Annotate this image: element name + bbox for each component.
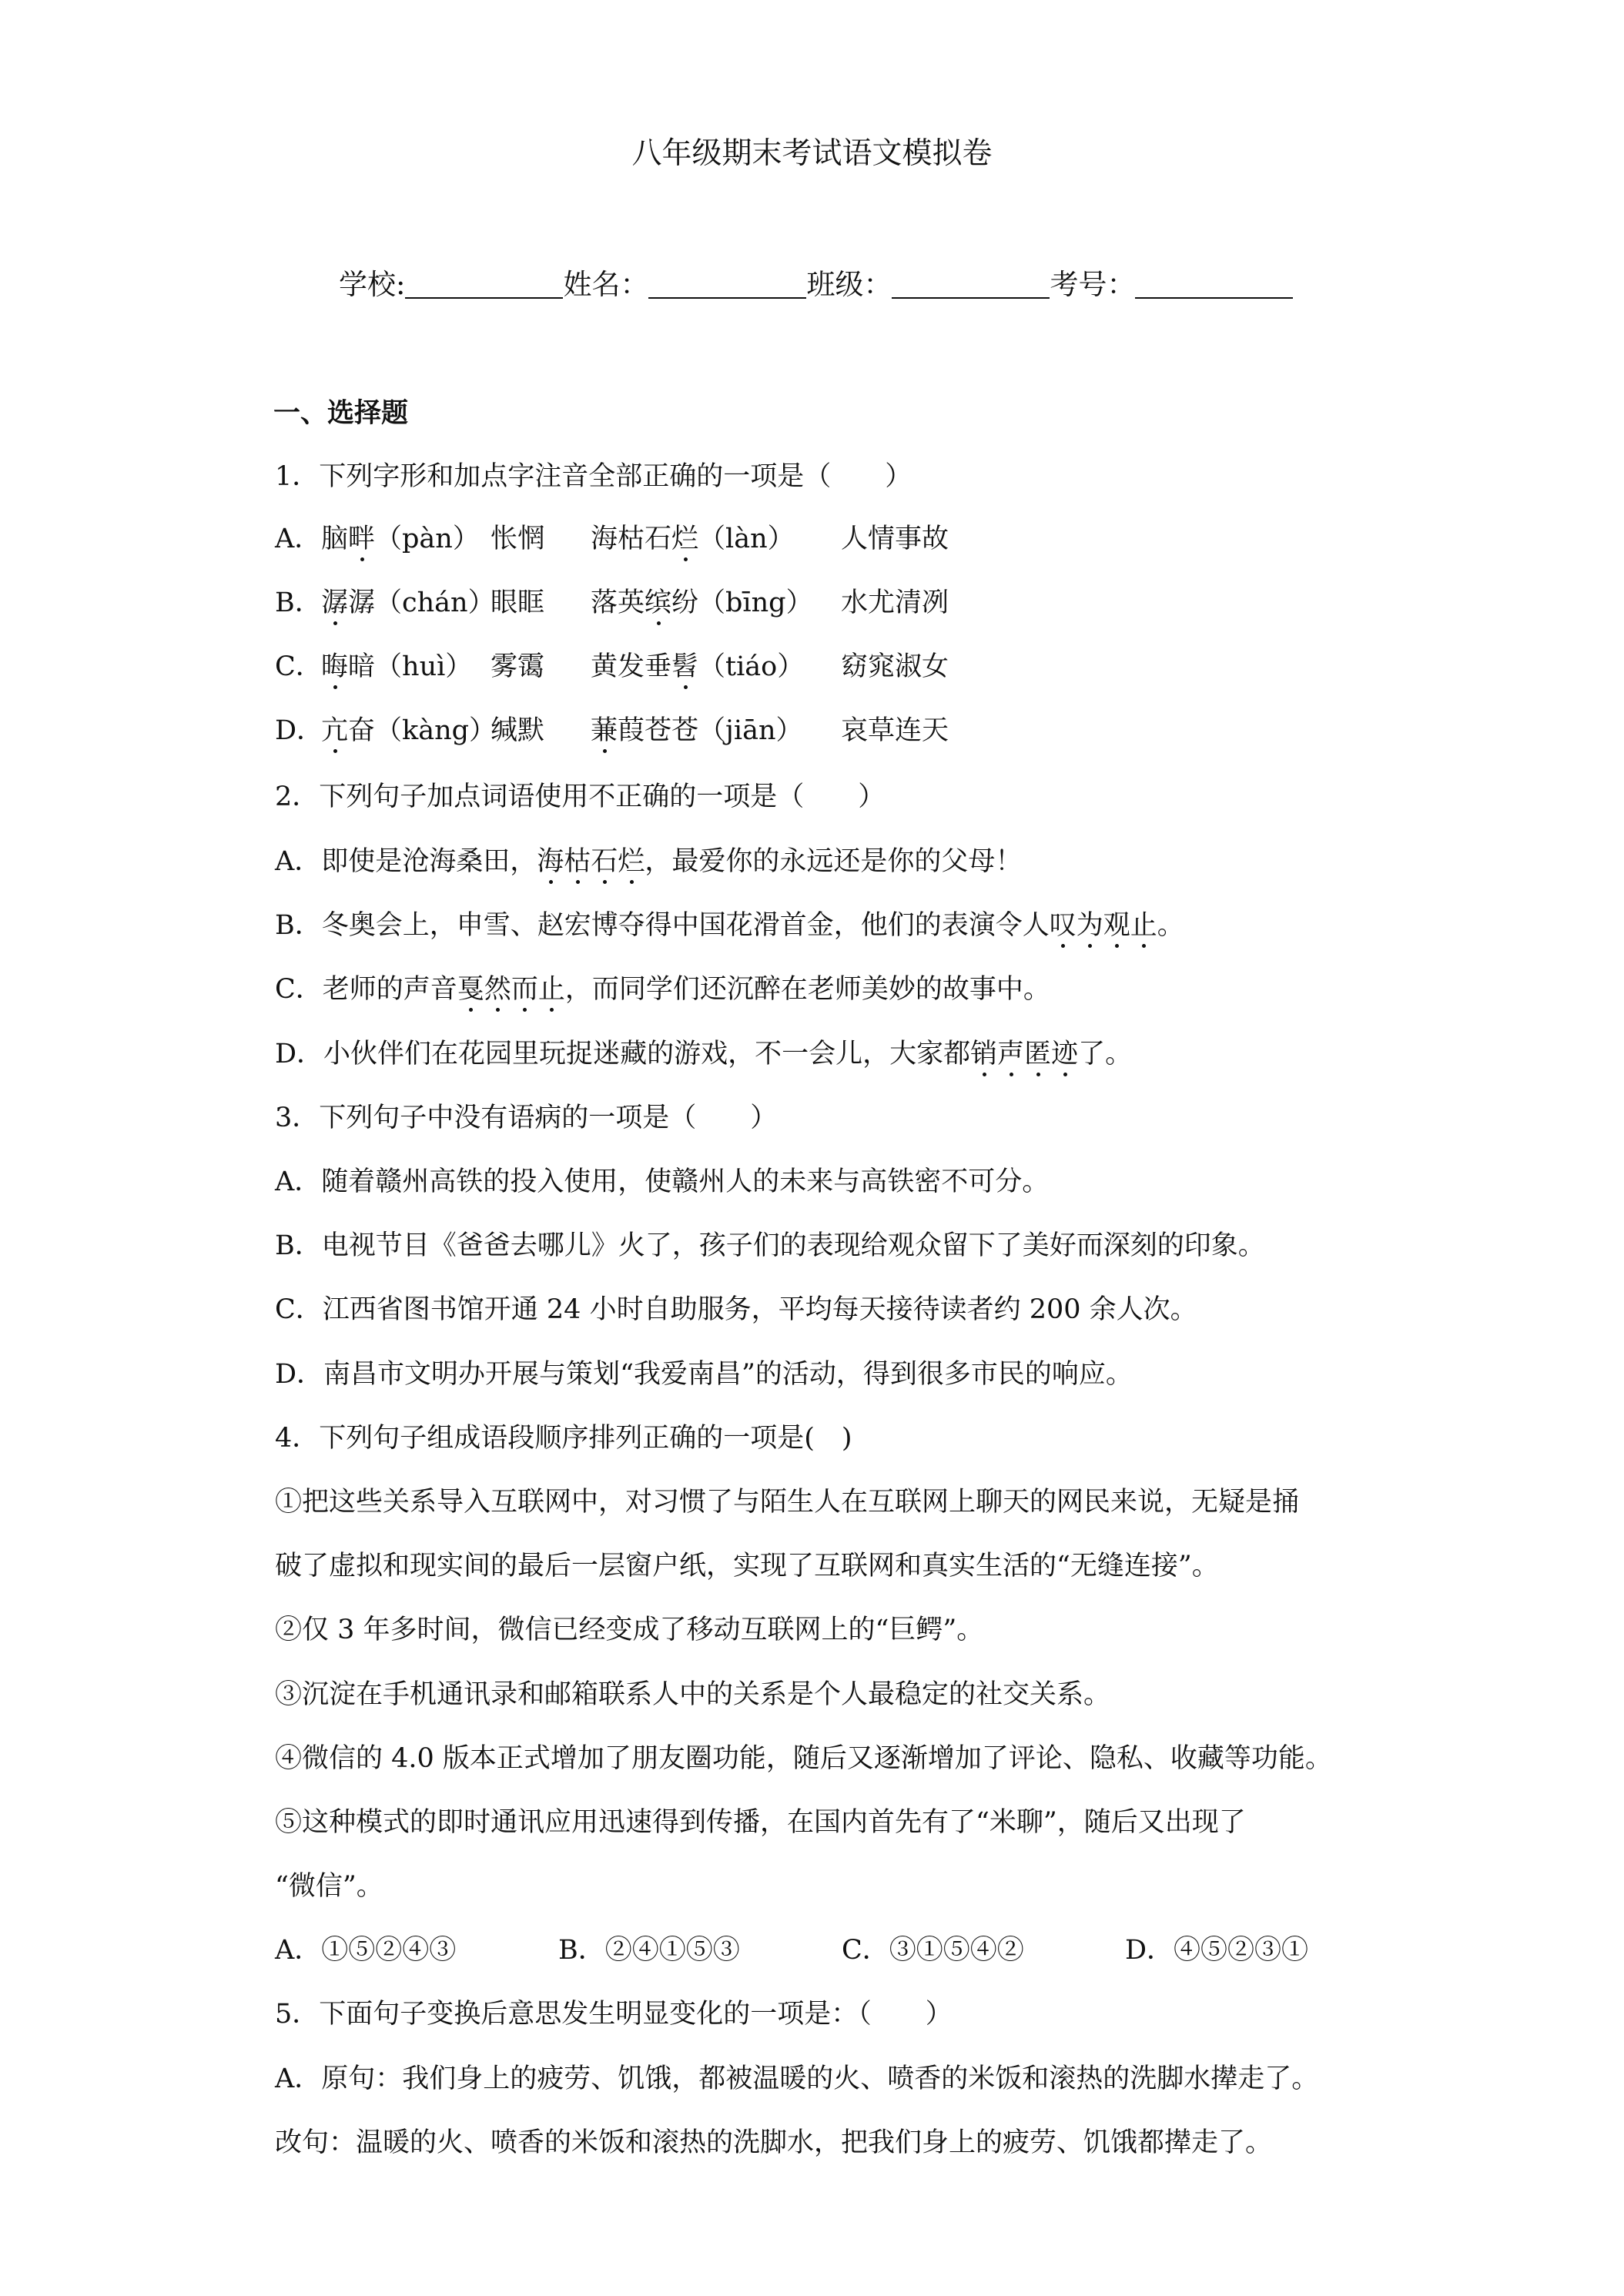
class-label: 班级： — [806, 268, 892, 301]
emphasis-char: 戛 — [457, 974, 484, 1005]
emphasis-phrase — [1050, 910, 1157, 941]
emphasis-char: 髫 — [671, 651, 699, 682]
q4-options-row — [275, 1933, 1308, 1967]
q2-option-a: A．即使是沧海桑田，海枯石烂，最爱你的永远还是你的父母！ — [275, 846, 1023, 877]
q4-sentence-4: ④微信的 4.0 版本正式增加了朋友圈功能，随后又逐渐增加了评论、隐私、收藏等功能。 — [275, 1743, 1332, 1774]
student-info-row — [339, 268, 1293, 302]
q5-option-a-original: A．原句：我们身上的疲劳、饥饿，都被温暖的火、喷香的米饭和滚热的洗脚水撵走了。 — [275, 2063, 1319, 2094]
school-label: 学校: — [339, 268, 406, 301]
q2-option-c: C．老师的声音戛然而止，而同学们还沉醉在老师美妙的故事中。 — [275, 974, 1050, 1005]
q2-option-d: D．小伙伴们在花园里玩捉迷藏的游戏，不一会儿，大家都销声匿迹了。 — [275, 1039, 1133, 1069]
emphasis-char: 烂 — [671, 524, 699, 554]
q4-sentence-3: ③沉淀在手机通讯录和邮箱联系人中的关系是个人最稳定的社交关系。 — [275, 1679, 1111, 1710]
q3-option-c: C．江西省图书馆开通 24 小时自助服务，平均每天接待读者约 200 余人次。 — [275, 1294, 1197, 1325]
q4-sentence-2: ②仅 3 年多时间，微信已经变成了移动互联网上的“巨鳄”。 — [275, 1615, 984, 1645]
emphasis-phrase-text — [537, 846, 645, 877]
emphasis-char: 然 — [484, 974, 511, 1005]
emphasis-char: 畔 — [348, 524, 376, 554]
emphasis-char: 蒹 — [591, 715, 618, 746]
emphasis-char: 止 — [537, 974, 565, 1005]
question-2-stem: 2．下列句子加点词语使用不正确的一项是（ ） — [275, 782, 886, 812]
q3-option-a: A．随着赣州高铁的投入使用，使赣州人的未来与高铁密不可分。 — [275, 1166, 1050, 1197]
q4-sentence-1: ①把这些关系导入互联网中，对习惯了与陌生人在互联网上聊天的网民来说，无疑是捅 — [275, 1487, 1300, 1518]
q4-option-b: B．②④①⑤③ — [558, 1935, 740, 1966]
question-5-stem: 5．下面句子变换后意思发生明显变化的一项是：（ ） — [275, 1999, 953, 2030]
emphasis-phrase — [537, 846, 645, 877]
q4-sentence-5-cont: “微信”。 — [275, 1871, 383, 1902]
q5-option-a-revised: 改句：温暖的火、喷香的米饭和滚热的洗脚水，把我们身上的疲劳、饥饿都撵走了。 — [275, 2127, 1273, 2158]
emphasis-phrase — [457, 974, 565, 1005]
question-3-stem: 3．下列句子中没有语病的一项是（ ） — [275, 1103, 778, 1133]
emphasis-phrase — [970, 1039, 1078, 1069]
q3-option-d: D．南昌市文明办开展与策划“我爱南昌”的活动，得到很多市民的响应。 — [275, 1359, 1133, 1390]
question-4-stem: 4．下列句子组成语段顺序排列正确的一项是( ) — [275, 1423, 852, 1454]
q4-option-a: A．①⑤②④③ — [275, 1935, 457, 1966]
emphasis-char: 晦 — [321, 651, 349, 682]
q4-sentence-1-cont: 破了虚拟和现实间的最后一层窗户纸，实现了互联网和真实生活的“无缝连接”。 — [275, 1551, 1219, 1581]
section-title: 一、选择题 — [273, 397, 409, 429]
emphasis-char: 匿 — [1024, 1039, 1052, 1069]
exam-number-blank[interactable] — [1135, 271, 1293, 299]
q4-option-d: D．④⑤②③① — [1125, 1935, 1309, 1966]
emphasis-char: 迹 — [1051, 1039, 1079, 1069]
q4-sentence-5: ⑤这种模式的即时通讯应用迅速得到传播，在国内首先有了“米聊”，随后又出现了 — [275, 1807, 1246, 1838]
name-blank[interactable] — [648, 271, 806, 299]
emphasis-char: 销 — [970, 1039, 998, 1069]
q4-option-c: C．③①⑤④② — [842, 1935, 1024, 1966]
class-blank[interactable] — [892, 271, 1050, 299]
q1-option-c: C．晦暗（huì） 雾霭 黄发垂髫（tiáo） 窈窕淑女 — [275, 651, 949, 682]
emphasis-char: 止 — [1130, 910, 1157, 941]
q2-option-b: B．冬奥会上，申雪、赵宏博夺得中国花滑首金，他们的表演令人叹为观止。 — [275, 910, 1184, 941]
emphasis-char: 枯 — [564, 846, 591, 877]
emphasis-char: 石 — [591, 846, 618, 877]
exam-number-label: 考号： — [1050, 268, 1136, 301]
emphasis-char: 海 — [537, 846, 564, 877]
q1-option-a: A．脑畔（pàn） 怅惘 海枯石烂（làn） 人情事故 — [275, 524, 949, 554]
emphasis-char: 缤 — [645, 587, 672, 618]
emphasis-char: 叹 — [1049, 910, 1077, 941]
emphasis-char: 为 — [1076, 910, 1103, 941]
emphasis-char: 声 — [997, 1039, 1025, 1069]
q3-option-b: B．电视节目《爸爸去哪儿》火了，孩子们的表现给观众留下了美好而深刻的印象。 — [275, 1230, 1265, 1261]
emphasis-char: 潺 — [321, 587, 349, 618]
emphasis-char: 观 — [1103, 910, 1130, 941]
emphasis-char: 而 — [511, 974, 538, 1005]
page-title: 八年级期末考试语文模拟卷 — [631, 136, 993, 171]
q1-option-d: D．亢奋（kàng）缄默 蒹葭苍苍（jiān） 哀草连天 — [275, 715, 949, 746]
school-blank[interactable] — [405, 271, 563, 299]
question-1-stem: 1．下列字形和加点字注音全部正确的一项是（ ） — [275, 461, 912, 492]
name-label: 姓名： — [563, 268, 649, 301]
emphasis-char: 亢 — [321, 715, 349, 746]
q1-option-b: B．潺潺（chán）眼眶 落英缤纷（bīng） 水尤清冽 — [275, 587, 949, 618]
emphasis-char: 烂 — [618, 846, 645, 877]
